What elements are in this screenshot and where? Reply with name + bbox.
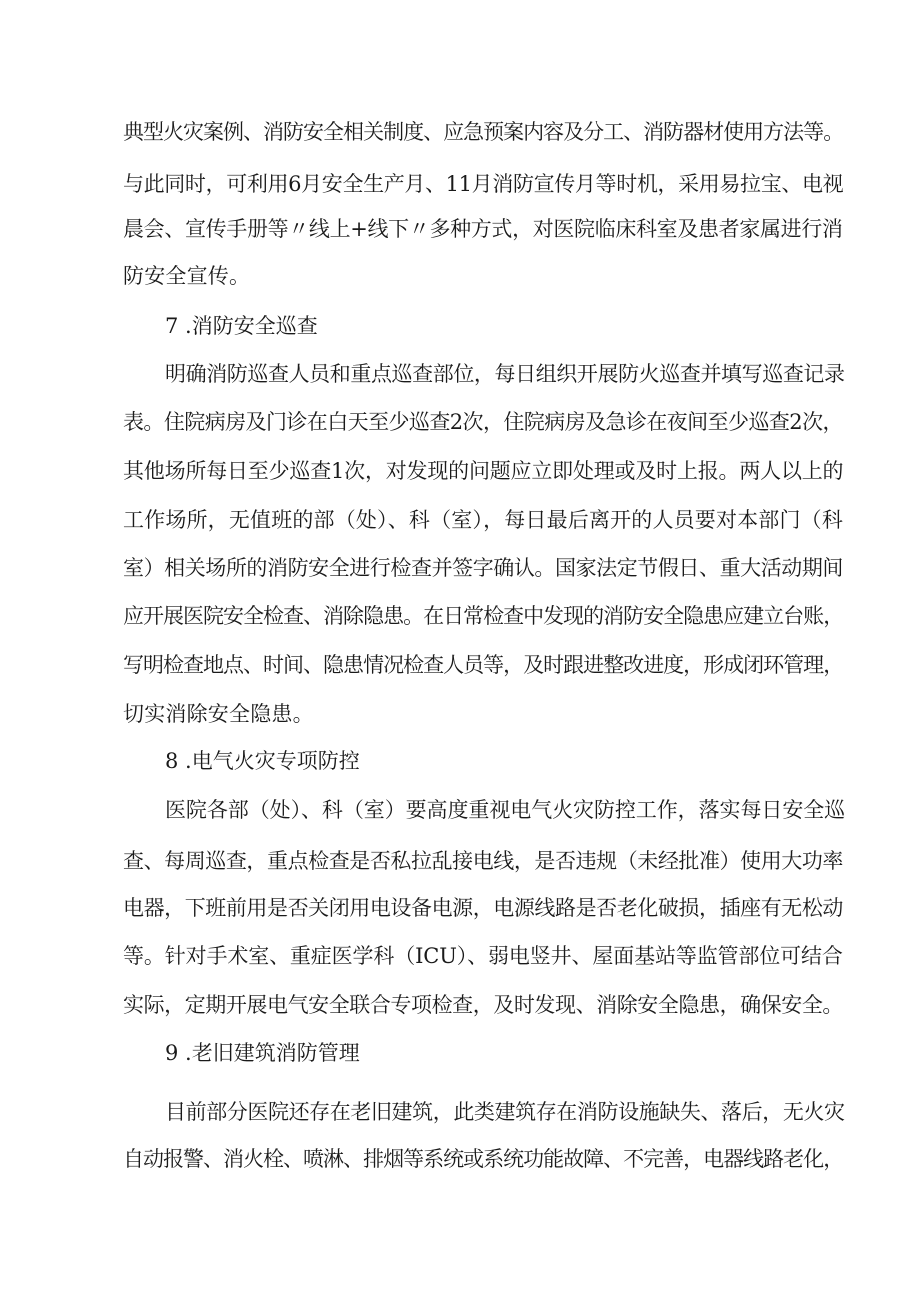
paragraph-line: 医院各部（处）、科（室）要高度重视电气火灾防控工作，落实每日安全巡 [165,798,846,822]
paragraph-line: 等。针对手术室、重症医学科（ICU）、弱电竖井、屋面基站等监管部位可结合 [123,944,843,968]
paragraph-line: 明确消防巡查人员和重点巡查部位，每日组织开展防火巡查并填写巡查记录 [165,362,845,386]
paragraph-line: 室）相关场所的消防安全进行检查并签字确认。国家法定节假日、重大活动期间 [123,556,843,580]
paragraph-line: 写明检查地点、时间、隐患情况检查人员等，及时跟进整改进度，形成闭环管理， [123,653,844,677]
paragraph-line: 其他场所每日至少巡查1次，对发现的问题应立即处理或及时上报。两人以上的 [123,459,844,483]
paragraph-line: 电器，下班前用是否关闭用电设备电源，电源线路是否老化破损，插座有无松动 [123,896,843,920]
paragraph-line: 实际，定期开展电气安全联合专项检查，及时发现、消除安全隐患，确保安全。 [123,993,843,1017]
paragraph-line: 应开展医院安全检查、消除隐患。在日常检查中发现的消防安全隐患应建立台账， [123,604,844,628]
paragraph-line: 防安全宣传。 [123,264,251,288]
paragraph-line: 表。住院病房及门诊在白天至少巡查2次，住院病房及急诊在夜间至少巡查2次， [123,410,843,434]
paragraph-line: 目前部分医院还存在老旧建筑，此类建筑存在消防设施缺失、落后，无火灾 [165,1100,845,1124]
section-heading-9: 9 .老旧建筑消防管理 [165,1041,360,1065]
paragraph-line: 工作场所，无值班的部（处）、科（室），每日最后离开的人员要对本部门（科 [123,508,843,532]
section-heading-8: 8 .电气火灾专项防控 [165,749,360,773]
section-heading-7: 7 .消防安全巡查 [165,314,318,338]
paragraph-line: 查、每周巡查，重点检查是否私拉乱接电线，是否违规（未经批准）使用大功率 [123,849,843,873]
paragraph-line: 典型火灾案例、消防安全相关制度、应急预案内容及分工、消防器材使用方法等。 [123,120,844,144]
paragraph-line: 与此同时，可利用6月安全生产月、11月消防宣传月等时机，采用易拉宝、电视 [123,172,844,196]
paragraph-line: 自动报警、消火栓、喷淋、排烟等系统或系统功能故障、不完善，电器线路老化， [123,1147,844,1171]
paragraph-line: 晨会、宣传手册等〃线上+线下〃多种方式，对医院临床科室及患者家属进行消 [123,217,843,241]
paragraph-line: 切实消除安全隐患。 [123,702,314,726]
